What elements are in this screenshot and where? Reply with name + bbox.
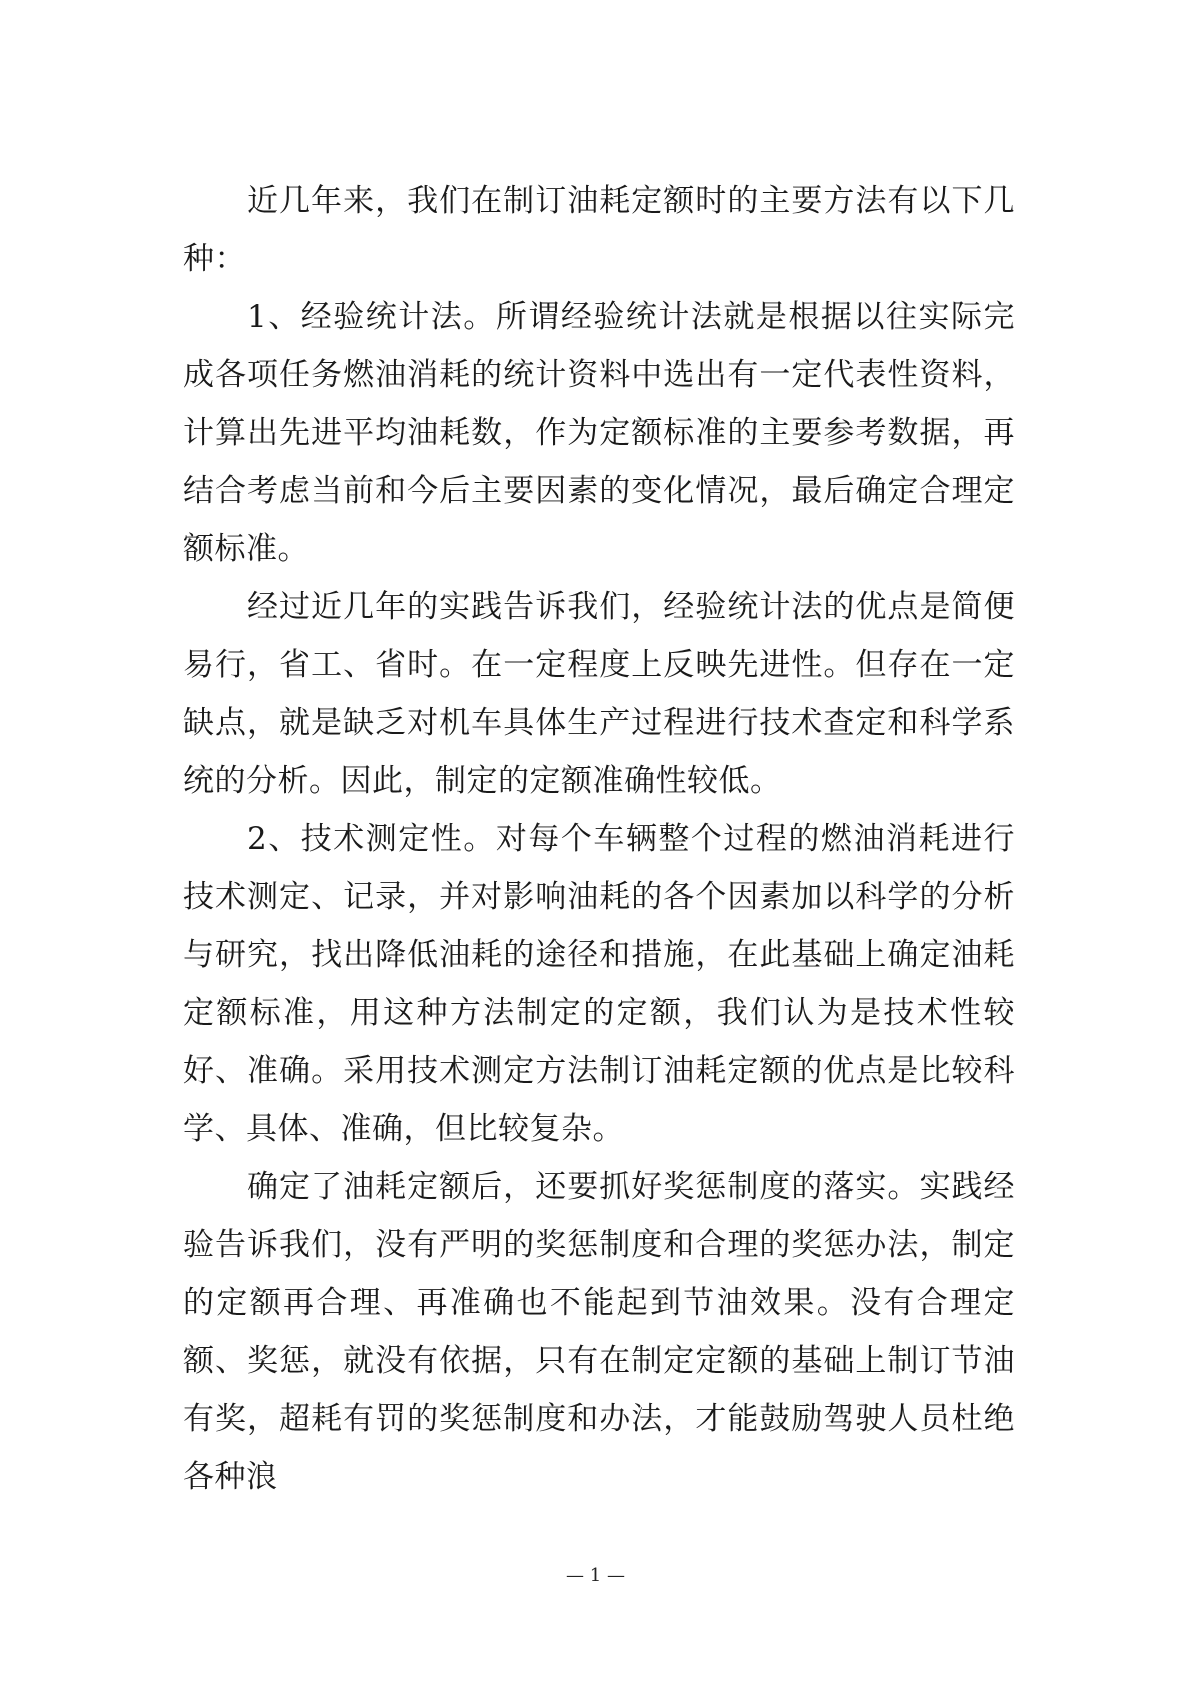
paragraph-method-experience-statistics: 1、经验统计法。所谓经验统计法就是根据以往实际完成各项任务燃油消耗的统计资料中选出有一定代表性资料，计算出先进平均油耗数，作为定额标准的主要参考数据，再结合考虑当前和今后主要因素的变化情况，最后确定合理定额标准。 [183,299,1015,567]
paragraph-method-technical-measurement: 2、技术测定性。对每个车辆整个过程的燃油消耗进行技术测定、记录，并对影响油耗的各个因素加以科学的分析与研究，找出降低油耗的途径和措施，在此基础上确定油耗定额标准，用这种方法制定的定额，我们认为是技术性较好、准确。采用技术测定方法制订油耗定额的优点是比较科学、具体、准确，但比较复杂。 [183,821,1015,1147]
paragraph-intro: 近几年来，我们在制订油耗定额时的主要方法有以下几种： [183,183,1015,277]
page-number: — 1 — [566,1565,625,1586]
paragraph-reward-punishment: 确定了油耗定额后，还要抓好奖惩制度的落实。实践经验告诉我们，没有严明的奖惩制度和合理的奖惩办法，制定的定额再合理、再准确也不能起到节油效果。没有合理定额、奖惩，就没有依据，只有在制定定额的基础上制订节油有奖，超耗有罚的奖惩制度和办法，才能鼓励驾驶人员杜绝各种浪 [183,1169,1015,1495]
paragraph-experience-evaluation: 经过近几年的实践告诉我们，经验统计法的优点是简便易行，省工、省时。在一定程度上反映先进性。但存在一定缺点，就是缺乏对机车具体生产过程进行技术查定和科学系统的分析。因此，制定的定额准确性较低。 [183,589,1015,799]
body-text [183,172,1015,1506]
